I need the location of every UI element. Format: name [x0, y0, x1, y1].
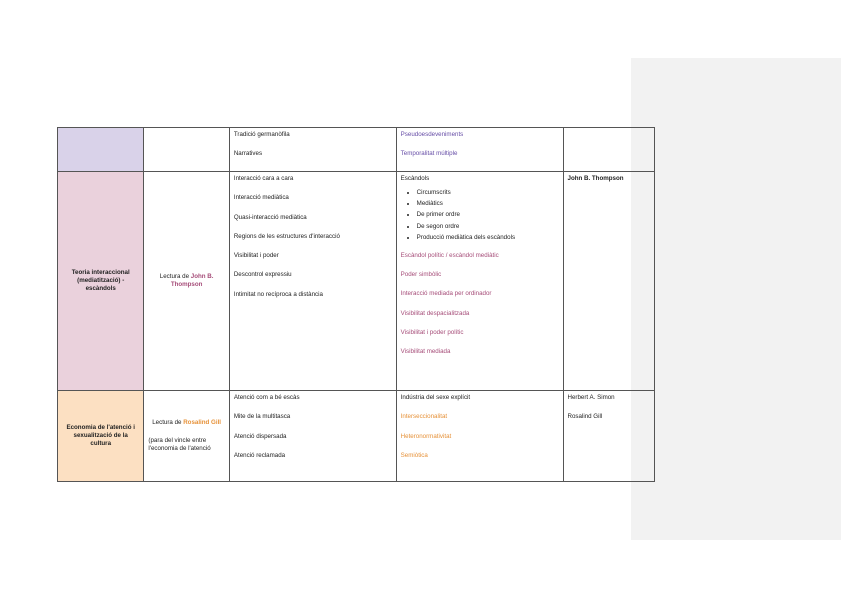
theme-cell	[58, 391, 144, 482]
key-term-item: Pseudoesdeveniments	[400, 131, 464, 138]
concept-item: Atenció reclamada	[233, 451, 286, 459]
key-term-item: Heteronormativitat	[400, 432, 452, 440]
author-name: Herbert A. Simon	[567, 394, 615, 401]
list-item: • Mediàtics	[417, 200, 559, 208]
list-item: • Circumscrits	[417, 189, 559, 197]
authors-cell	[563, 172, 655, 391]
concept-item: Tradició germanòfila	[233, 131, 290, 138]
key-terms-title: Escàndols	[400, 175, 430, 182]
author-name: Rosalind Gill	[567, 413, 603, 421]
table-row	[58, 172, 655, 391]
scandal-types-list	[401, 189, 559, 242]
concept-item: Interacció cara a cara	[233, 175, 294, 182]
theme-cell	[58, 128, 144, 172]
list-item: • De primer ordre	[417, 211, 559, 219]
key-term-item: Poder simbòlic	[400, 271, 442, 279]
comments-margin-panel	[631, 58, 841, 540]
concepts-cell	[229, 172, 396, 391]
key-terms-cell	[396, 128, 563, 172]
lecture-prefix: Lectura de	[152, 419, 184, 427]
key-term-item: Visibilitat i poder polític	[400, 328, 464, 336]
key-term-item: Interseccionalitat	[400, 413, 448, 421]
concept-item: Atenció dispersada	[233, 432, 287, 440]
key-term-item: Visibilitat despacialitzada	[400, 309, 470, 317]
authors-cell	[563, 128, 655, 172]
concept-item: Mite de la multitasca	[233, 413, 291, 421]
course-summary-table	[57, 127, 655, 482]
theme-label: Teoria interaccional (mediatització) - escàndols	[71, 269, 130, 292]
lecture-cell	[144, 128, 229, 172]
concept-item: Narratives	[233, 150, 263, 158]
concept-item: Visibilitat i poder	[233, 252, 279, 259]
table-row	[58, 391, 655, 482]
lecture-note: l'economia de l'atenció	[148, 444, 211, 452]
concept-item: Descontrol expressiu	[233, 271, 292, 279]
authors-cell	[563, 391, 655, 482]
lecture-author: Rosalind Gill	[183, 419, 222, 427]
key-term-item: Interacció mediada per ordinador	[400, 290, 492, 298]
key-terms-cell	[396, 172, 563, 391]
table-row	[58, 128, 655, 172]
author-name: John B. Thompson	[567, 175, 624, 182]
key-terms-cell	[396, 391, 563, 482]
lecture-cell	[144, 172, 229, 391]
key-term-item: Escàndol polític / escàndol mediàtic	[400, 251, 499, 259]
concept-item: Regions de les estructures d'interacció	[233, 232, 340, 240]
key-term-item: Semiòtica	[400, 451, 428, 459]
lecture-prefix: Lectura de	[159, 273, 191, 281]
concept-item: Quasi-interacció mediàtica	[233, 213, 307, 221]
concepts-cell	[229, 128, 396, 172]
theme-label: Economia de l'atenció i sexualització de la cultura	[66, 424, 135, 447]
concept-item: Intimitat no recíproca a distància	[233, 290, 323, 298]
concepts-cell	[229, 391, 396, 482]
key-term-item: Visibilitat mediada	[400, 348, 451, 356]
concept-item: Atenció com a bé escàs	[233, 394, 300, 401]
list-item: • De segon ordre	[417, 223, 559, 231]
key-term-item: Temporalitat múltiple	[400, 150, 458, 158]
theme-cell	[58, 172, 144, 391]
list-item: • Producció mediàtica dels escàndols	[417, 234, 559, 242]
lecture-cell	[144, 391, 229, 482]
lecture-note: (para del vincle entre	[148, 437, 207, 445]
concept-item: Interacció mediàtica	[233, 194, 289, 202]
lecture-author: John B. Thompson	[170, 273, 214, 288]
key-term-item: Indústria del sexe explícit	[400, 394, 471, 401]
